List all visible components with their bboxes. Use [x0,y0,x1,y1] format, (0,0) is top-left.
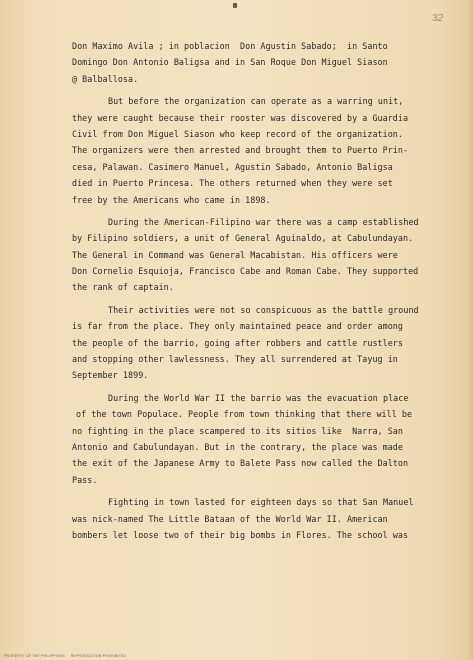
page-number: 32 [432,13,444,24]
text-line: no fighting in the place scampered to its sitios like Narra, San [72,425,403,436]
archive-footer: PROPERTY OF THE PHILIPPINES REPRODUCTION PROHIBITED [4,654,127,658]
text-line: was nick-named The Little Bataan of the World War II. American [72,513,388,524]
text-line: Antonio and Cabulundayan. But in the contrary, the place was made [72,441,403,452]
paragraph-start: But before the organization can operate as a warring unit, [108,96,404,107]
text-line: Pass. [72,474,98,485]
paragraph-start: Fighting in town lasted for eighteen days so that San Manuel [108,497,414,508]
text-line: the people of the barrio, going after robbers and cattle rustlers [72,337,403,348]
text-line: Don Cornelio Esquioja, Francisco Cabe and Roman Cabe. They supported [72,266,419,277]
binding-hole-mark [233,3,237,8]
text-line: free by the Americans who came in 1898. [72,194,271,205]
text-line: Civil from Don Miguel Siason who keep record of the organization. [72,128,403,139]
text-line: the rank of captain. [72,282,174,293]
text-line: by Filipino soldiers, a unit of General Aguinaldo, at Cabulundayan. [72,233,414,244]
paragraph-start: Their activities were not so conspicuous as the battle ground [108,304,419,315]
text-line: The General in Command was General Macabistan. His officers were [72,249,398,260]
text-line: is far from the place. They only maintained peace and order among [72,321,403,332]
page-edge [467,0,473,660]
paragraph-start: During the World War II the barrio was the evacuation place [108,392,409,403]
text-line: the exit of the Japanese Army to Balete Pass now called the Dalton [72,458,409,469]
text-line: of the town Populace. People from town thinking that there will be [76,409,413,420]
paragraph-start: During the American-Filipino war there was a camp established [108,216,419,227]
text-line: they were caught because their rooster was discovered by a Guardia [72,112,409,123]
text-line: bombers let loose two of their big bombs in Flores. The school was [72,529,409,540]
text-line: The organizers were then arrested and brought them to Puerto Prin- [72,145,409,156]
text-line: and stopping other lawlessness. They all surrendered at Tayug in [72,354,398,365]
text-line: Domingo Don Antonio Baligsa and in San Roque Don Miguel Siason [72,57,388,68]
text-line: @ Balballosa. [72,73,139,84]
typewritten-body [72,38,462,543]
text-line: died in Puerto Princesa. The others returned when they were set [72,178,393,189]
text-line: Don Maximo Avila ; in poblacion Don Agustin Sabado; in Santo [72,41,388,51]
text-line: cesa, Palawan. Casimero Manuel, Agustin Sabado, Antonio Baligsa [72,161,393,172]
text-line: September 1899. [72,370,149,381]
